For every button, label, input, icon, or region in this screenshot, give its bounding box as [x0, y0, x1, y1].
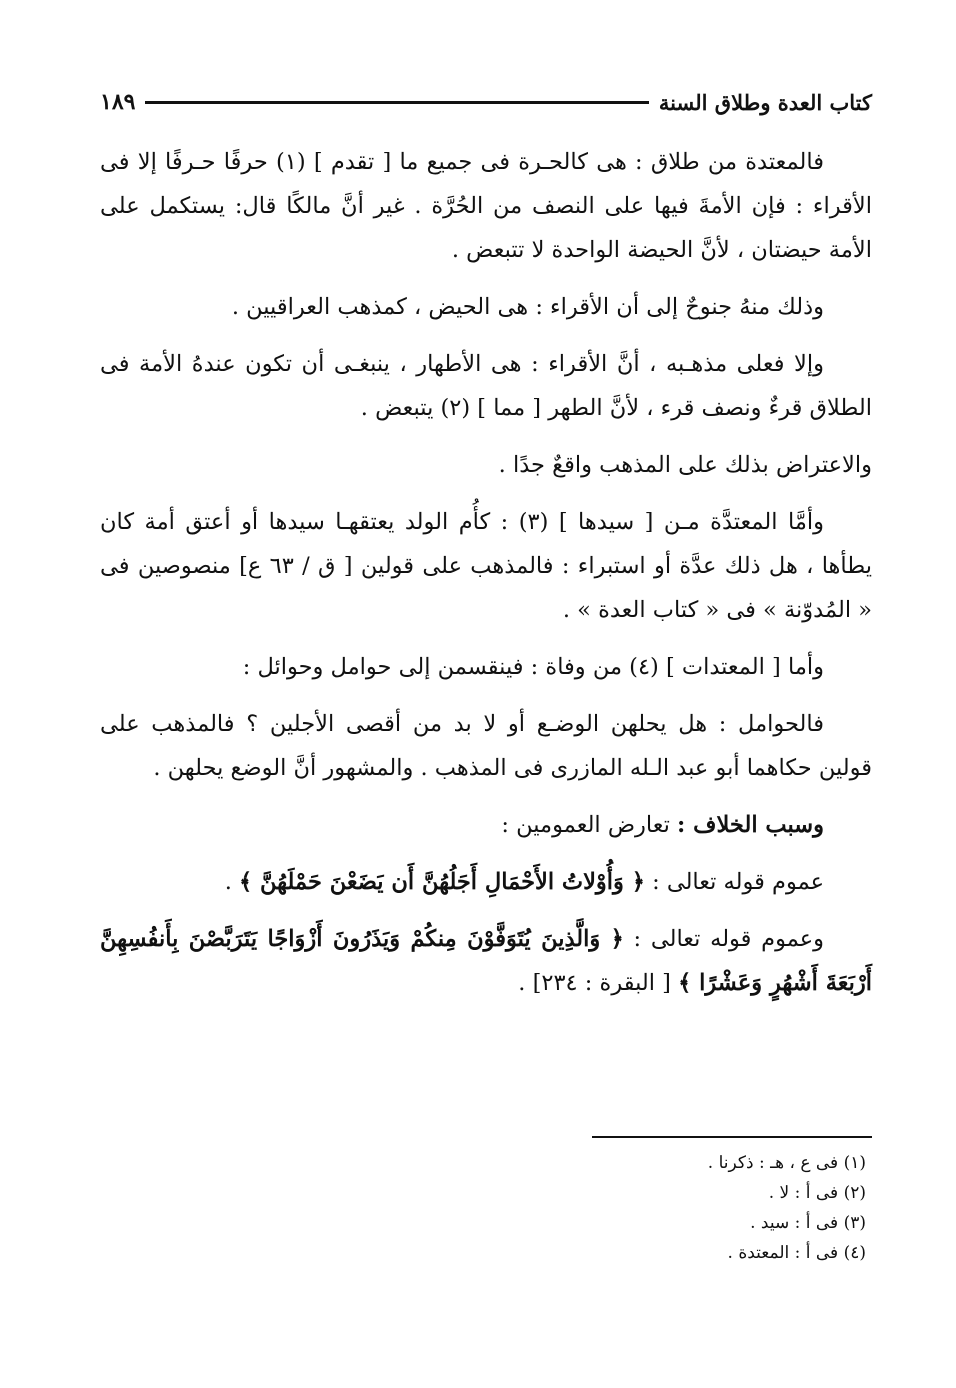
- paragraph: والاعتراض بذلك على المذهب واقعٌ جدًا .: [498, 452, 872, 478]
- page-number: ١٨٩: [100, 89, 136, 115]
- cause-label: وسبب الخلاف :: [677, 812, 824, 838]
- running-title: كتاب العدة وطلاق السنة: [658, 89, 872, 115]
- paragraph: فالمعتدة من طلاق : هى كالحـرة فى جميع ما [ تقدم ] (١) حرفًا حـرفًا إلا فى الأقراء : فإن الأمةَ فيها على النصف من الحُرَّة . غير أنَّ مالكًا قال: يستكمل على الأمة حيضتان ، لأنَّ الحيضة الواحدة لا تتبعض .: [100, 149, 872, 263]
- quran-verse: ﴿ وَالَّذِينَ يُتَوَفَّوْنَ مِنكُمْ وَيَذَرُونَ أَزْوَاجًا يَتَرَبَّصْنَ بِأَنفُسِهِنَّ أَرْبَعَةَ أَشْهُرٍ وَعَشْرًا ﴾: [100, 926, 872, 996]
- paragraph: وذلك منهُ جنوحٌ إلى أن الأقراء : هى الحيض ، كمذهب العراقيين .: [231, 294, 824, 320]
- verse-end: .: [224, 869, 232, 895]
- verse-intro: عموم قوله تعالى :: [652, 869, 824, 895]
- footnote: (٢) فى أ : لا .: [768, 1183, 866, 1203]
- footnote-rule: [592, 1136, 872, 1138]
- paragraph: وأما [ المعتدات ] (٤) من وفاة : فينقسمن إلى حوامل وحوائل :: [242, 654, 824, 680]
- footnote: (٤) فى أ : المعتدة .: [727, 1243, 866, 1263]
- quran-verse: ﴿ وَأُوْلاتُ الأَحْمَالِ أَجَلُهُنَّ أَن يَضَعْنَ حَمْلَهُنَّ ﴾: [239, 869, 645, 895]
- verse-paragraph: [100, 860, 872, 904]
- cause-paragraph: [100, 803, 872, 847]
- paragraph: فالحوامل : هل يحلهن الوضـع أو لا بد من أقصى الأجلين ؟ فالمذهب على قولين حكاهما أبو عبد الـله المازرى فى المذهب . والمشهور أنَّ الوضع يحلهن .: [100, 711, 872, 781]
- verse-paragraph: [100, 917, 872, 1005]
- paragraph: وإلا فعلى مذهـبه ، أنَّ الأقراء : هى الأطهار ، ينبغـى أن تكون عندهُ الأمة فى الطلاق قرءٌ ونصف قرء ، لأنَّ الطهر [ مما ] (٢) يتبعض .: [100, 351, 872, 421]
- footnote: (٣) فى أ : سيد .: [750, 1213, 866, 1233]
- header-rule: [145, 101, 648, 104]
- verse-intro: وعموم قوله تعالى :: [633, 926, 824, 952]
- footnotes: [100, 1148, 872, 1268]
- paragraph: وأمَّا المعتدَّة مـن [ سيدها ] (٣) : كأُم الولد يعتقهـا سيدها أو أعتق أمة كان يطأها ، هل ذلك عدَّة أو استبراء : فالمذهب على قولين [ ق / ٦٣ ع] منصوصين فى « المُدوّنة » فى « كتاب العدة » .: [100, 509, 872, 623]
- main-text: [100, 140, 872, 1018]
- page-header: [100, 86, 872, 118]
- footnote: (١) فى ع ، هـ : ذكرنا .: [707, 1153, 866, 1173]
- verse-reference: [ البقرة : ٢٣٤] .: [518, 970, 671, 996]
- cause-text: تعارض العمومين :: [501, 812, 670, 838]
